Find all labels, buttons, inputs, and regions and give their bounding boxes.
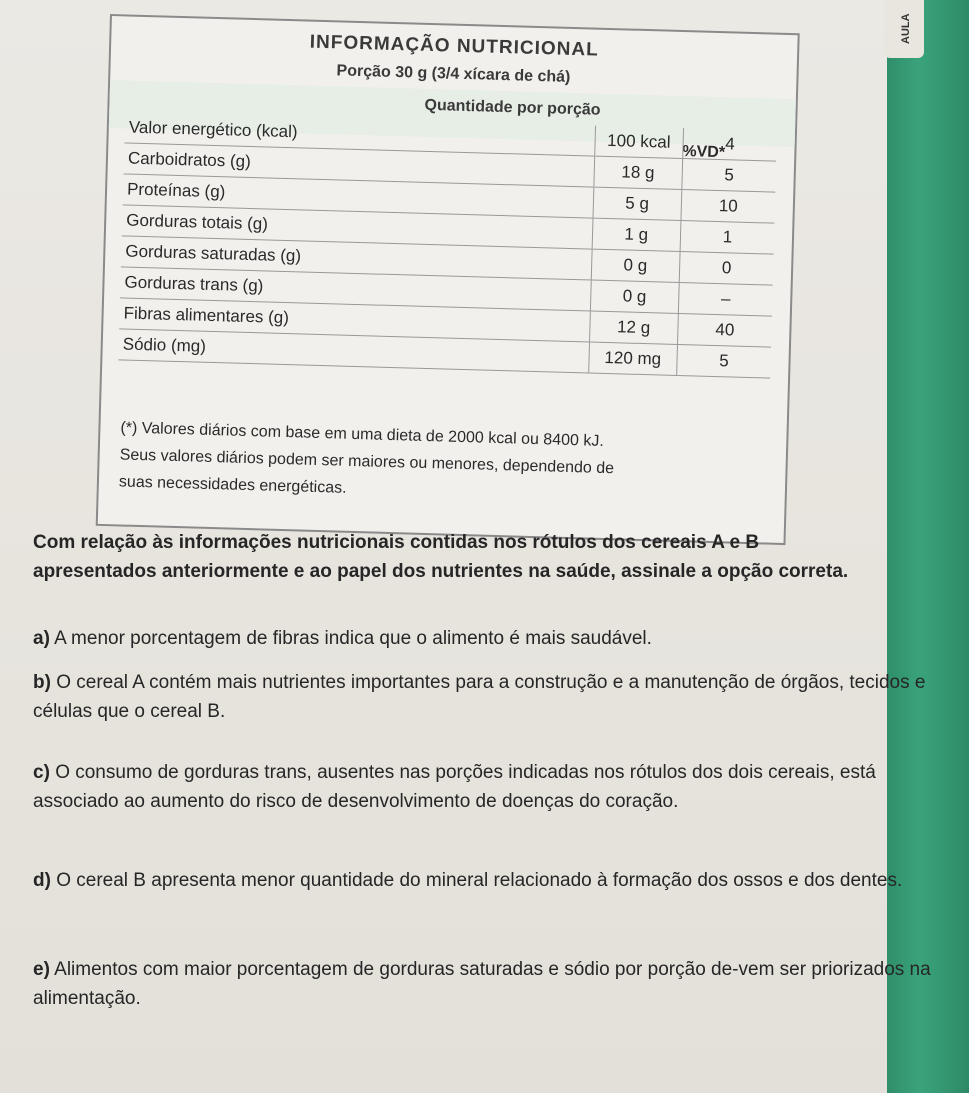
option-c [33,758,938,816]
option-b [33,668,938,726]
nutrient-vd: 5 [682,159,776,193]
nutrient-name: Valor energético (kcal) [124,112,595,156]
label-footnote [119,414,781,513]
nutrition-facts-label [96,14,800,545]
option-text: Alimentos com maior porcentagem de gorduras saturadas e sódio por porção de-vem ser priorizados na alimentação. [33,959,931,1009]
nutrition-table [118,112,777,378]
label-title: INFORMAÇÃO NUTRICIONAL [309,31,599,61]
label-vd-header: %VD* [682,143,726,162]
nutrient-quantity: 120 mg [588,342,677,375]
aula-tab-label: AULA [900,13,912,45]
nutrient-quantity: 0 g [591,249,680,282]
option-text: O cereal A contém mais nutrientes importantes para a construção e a manutenção de órgãos, tecidos e células que o cereal B. [33,672,926,722]
nutrient-name: Proteínas (g) [123,174,594,218]
nutrient-vd: 1 [680,221,774,255]
nutrient-name: Gorduras saturadas (g) [121,236,592,280]
nutrient-quantity: 18 g [593,156,682,189]
nutrient-quantity: 12 g [589,311,678,344]
nutrient-vd: 4 [683,128,777,161]
footnote-line: Seus valores diários podem ser maiores ou menores, dependendo de [119,446,615,478]
option-text: A menor porcentagem de fibras indica que o alimento é mais saudável. [54,628,652,649]
option-letter: c) [33,762,50,783]
option-text: O cereal B apresenta menor quantidade do mineral relacionado à formação dos ossos e dos dentes. [56,870,903,891]
nutrient-vd: 0 [679,252,773,286]
option-letter: e) [33,959,50,980]
label-quantity-header: Quantidade por porção [424,96,601,119]
question-stem: Com relação às informações nutricionais contidas nos rótulos dos cereais A e B apresentados anteriormente e ao papel dos nutrientes na saúde, assinale a opção correta. [33,532,849,582]
nutrient-vd: 40 [677,313,771,347]
option-letter: b) [33,672,51,693]
nutrient-quantity: 0 g [590,280,679,313]
green-side-strip [887,0,969,1093]
option-letter: d) [33,870,51,891]
nutrient-quantity: 5 g [593,187,682,220]
nutrient-name: Fibras alimentares (g) [119,298,590,342]
option-d [33,866,938,895]
option-letter: a) [33,628,50,649]
nutrient-vd: 5 [677,344,771,378]
nutrient-vd: – [678,282,772,316]
nutrient-quantity: 100 kcal [594,126,683,159]
nutrient-name: Gorduras trans (g) [120,267,591,311]
footnote-line: suas necessidades energéticas. [118,473,347,497]
option-text: O consumo de gorduras trans, ausentes nas porções indicadas nos rótulos dos dois cereais, está associado ao aumento do risco de desenvolvimento de doenças do coração. [33,762,876,812]
nutrient-quantity: 1 g [592,218,681,251]
footnote-line: (*) Valores diários com base em uma dieta de 2000 kcal ou 8400 kJ. [120,419,605,450]
nutrient-name: Carboidratos (g) [124,143,595,187]
nutrient-vd: 10 [681,190,775,224]
label-portion: Porção 30 g (3/4 xícara de chá) [336,62,571,86]
option-e [33,955,938,1013]
option-a [33,624,938,653]
nutrient-name: Sódio (mg) [118,329,589,373]
nutrient-name: Gorduras totais (g) [122,205,593,249]
